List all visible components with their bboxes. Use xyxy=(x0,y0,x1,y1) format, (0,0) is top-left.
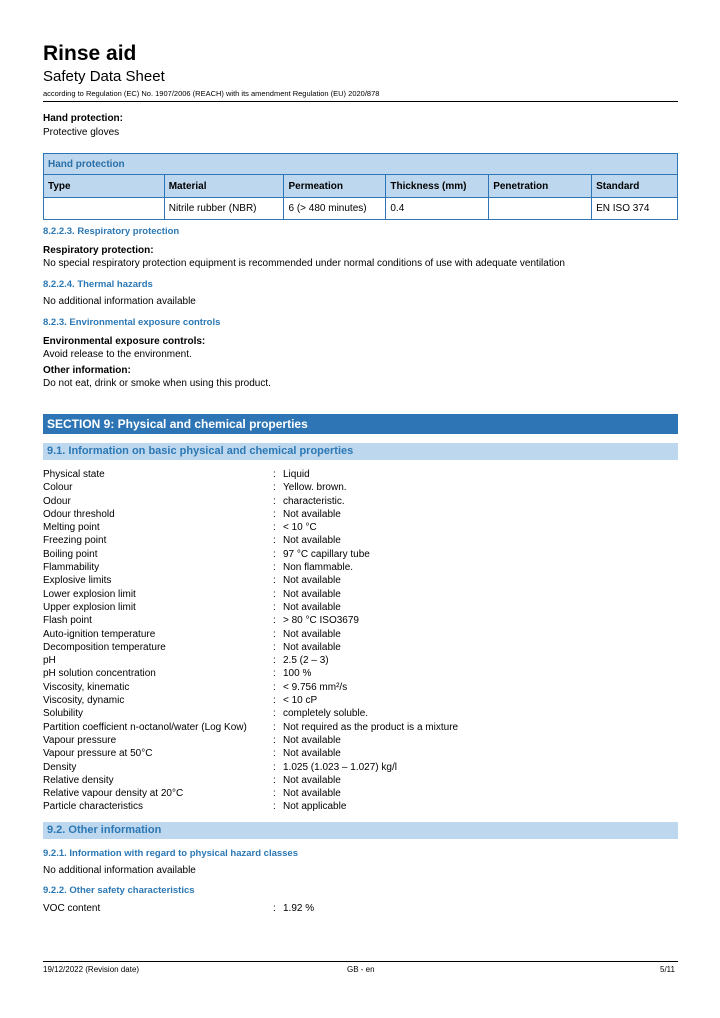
property-colon: : xyxy=(273,562,276,574)
property-colon: : xyxy=(273,641,276,653)
property-colon: : xyxy=(273,628,276,640)
property-value: Liquid xyxy=(283,469,310,480)
property-name: Relative density xyxy=(43,774,114,786)
thermal-heading: 8.2.2.4. Thermal hazards xyxy=(43,279,153,290)
table-cell xyxy=(489,198,592,220)
property-name: Partition coefficient n-octanol/water (Log Kow) xyxy=(43,721,247,733)
subsection-9-2-title: 9.2. Other information xyxy=(43,822,678,839)
table-header-standard: Standard xyxy=(592,175,678,198)
property-colon: : xyxy=(273,708,276,720)
section-9-title: SECTION 9: Physical and chemical properties xyxy=(43,414,678,434)
property-value: Not applicable xyxy=(283,801,347,813)
hand-protection-table xyxy=(43,153,678,220)
table-header-thickness: Thickness (mm) xyxy=(386,175,489,198)
table-cell: Nitrile rubber (NBR) xyxy=(164,198,284,220)
property-value: Not available xyxy=(283,575,341,587)
property-value: < 9.756 mm²/s xyxy=(283,681,348,693)
property-colon: : xyxy=(273,601,276,613)
property-name: Physical state xyxy=(43,469,105,480)
property-name: pH solution concentration xyxy=(43,668,156,680)
property-value: Not available xyxy=(283,535,341,547)
table-header-material: Material xyxy=(164,175,284,198)
property-name: Flash point xyxy=(43,615,92,627)
thermal-text: No additional information available xyxy=(43,296,196,307)
property-name: Density xyxy=(43,761,77,773)
property-name: Vapour pressure xyxy=(43,734,117,746)
property-value: Yellow. brown. xyxy=(283,482,347,494)
property-value: characteristic. xyxy=(283,495,345,507)
environmental-text: Avoid release to the environment. xyxy=(43,349,192,360)
property-colon: : xyxy=(273,774,276,786)
property-value: Not available xyxy=(283,508,341,520)
respiratory-label: Respiratory protection: xyxy=(43,245,154,256)
property-name: Odour threshold xyxy=(43,508,115,520)
property-colon: : xyxy=(273,695,276,707)
property-name: pH xyxy=(43,655,56,667)
voc-label: VOC content xyxy=(43,903,101,914)
property-name: Auto-ignition temperature xyxy=(43,628,156,640)
document-title: Rinse aid xyxy=(43,42,137,65)
property-name: Lower explosion limit xyxy=(43,588,136,600)
property-value: Not available xyxy=(283,641,341,653)
table-cell: 0.4 xyxy=(386,198,489,220)
property-value: Not available xyxy=(283,788,341,800)
property-name: Solubility xyxy=(43,708,84,720)
regulation-line: according to Regulation (EC) No. 1907/2006 (REACH) with its amendment Regulation (EU) 2020/878 xyxy=(43,89,380,98)
other-information-label: Other information: xyxy=(43,365,131,376)
property-value: < 10 °C xyxy=(283,522,317,534)
property-colon: : xyxy=(273,495,276,507)
property-colon: : xyxy=(273,522,276,534)
property-value: 97 °C capillary tube xyxy=(283,548,370,560)
table-header-type: Type xyxy=(44,175,165,198)
footer-date: 19/12/2022 (Revision date) xyxy=(43,965,140,974)
respiratory-heading: 8.2.2.3. Respiratory protection xyxy=(43,226,180,237)
property-value: Not available xyxy=(283,588,341,600)
property-name: Boiling point xyxy=(43,548,98,560)
subsection-9-2-1-text: No additional information available xyxy=(43,865,196,876)
table-cell: 6 (> 480 minutes) xyxy=(284,198,386,220)
property-value: Not available xyxy=(283,734,341,746)
footer-divider xyxy=(43,961,678,962)
other-information-text: Do not eat, drink or smoke when using this product. xyxy=(43,378,271,389)
property-value: completely soluble. xyxy=(283,708,369,720)
property-colon: : xyxy=(273,668,276,680)
property-value: Not required as the product is a mixture xyxy=(283,721,459,733)
property-colon: : xyxy=(273,548,276,560)
property-value: Not available xyxy=(283,774,341,786)
table-cell: EN ISO 374 xyxy=(592,198,678,220)
footer-language: GB - en xyxy=(347,965,375,974)
property-colon: : xyxy=(273,681,276,693)
property-name: Colour xyxy=(43,482,73,494)
property-colon: : xyxy=(273,801,276,813)
table-cell xyxy=(44,198,165,220)
footer-page-number: 5/11 xyxy=(660,965,675,974)
property-colon: : xyxy=(273,588,276,600)
property-value: Not available xyxy=(283,628,341,640)
property-name: Flammability xyxy=(43,562,100,574)
property-colon: : xyxy=(273,508,276,520)
property-value: Non flammable. xyxy=(283,562,354,574)
property-colon: : xyxy=(273,788,276,800)
environmental-heading: 8.2.3. Environmental exposure controls xyxy=(43,317,221,328)
property-value: 2.5 (2 – 3) xyxy=(283,655,329,667)
property-colon: : xyxy=(273,761,276,773)
property-colon: : xyxy=(273,734,276,746)
property-value: < 10 cP xyxy=(283,695,318,707)
subsection-9-1-title: 9.1. Information on basic physical and chemical properties xyxy=(43,443,678,460)
property-name: Explosive limits xyxy=(43,575,112,587)
table-caption: Hand protection xyxy=(44,154,678,175)
property-name: Decomposition temperature xyxy=(43,641,166,653)
property-colon: : xyxy=(273,721,276,733)
property-colon: : xyxy=(273,655,276,667)
table-header-penetration: Penetration xyxy=(489,175,592,198)
property-colon: : xyxy=(273,575,276,587)
property-name: Freezing point xyxy=(43,535,107,547)
property-colon: : xyxy=(273,615,276,627)
property-value: Not available xyxy=(283,748,341,760)
voc-value: 1.92 % xyxy=(283,903,315,914)
header-divider xyxy=(43,101,678,102)
property-colon: : xyxy=(273,482,276,494)
table-row xyxy=(44,198,678,220)
property-name: Relative vapour density at 20°C xyxy=(43,788,184,800)
property-value: > 80 °C ISO3679 xyxy=(283,615,359,627)
respiratory-text: No special respiratory protection equipment is recommended under normal conditions of use with adequate ventilation xyxy=(43,258,565,269)
property-value: 1.025 (1.023 – 1.027) kg/l xyxy=(283,761,397,773)
hand-protection-label: Hand protection: xyxy=(43,113,123,124)
property-colon: : xyxy=(273,748,276,760)
property-colon: : xyxy=(273,469,276,480)
property-name: Particle characteristics xyxy=(43,801,144,813)
table-header-permeation: Permeation xyxy=(284,175,386,198)
property-value: Not available xyxy=(283,601,341,613)
property-name: Vapour pressure at 50°C xyxy=(43,748,153,760)
property-name: Odour xyxy=(43,495,71,507)
property-name: Viscosity, dynamic xyxy=(43,695,125,707)
subsection-9-2-1-heading: 9.2.1. Information with regard to physical hazard classes xyxy=(43,848,298,859)
document-subtitle: Safety Data Sheet xyxy=(43,68,165,85)
property-name: Upper explosion limit xyxy=(43,601,136,613)
voc-colon: : xyxy=(273,903,276,914)
property-value: 100 % xyxy=(283,668,312,680)
property-colon: : xyxy=(273,535,276,547)
hand-protection-text: Protective gloves xyxy=(43,127,120,138)
subsection-9-2-2-heading: 9.2.2. Other safety characteristics xyxy=(43,885,195,896)
environmental-label: Environmental exposure controls: xyxy=(43,336,206,347)
property-name: Viscosity, kinematic xyxy=(43,681,130,693)
property-name: Melting point xyxy=(43,522,100,534)
